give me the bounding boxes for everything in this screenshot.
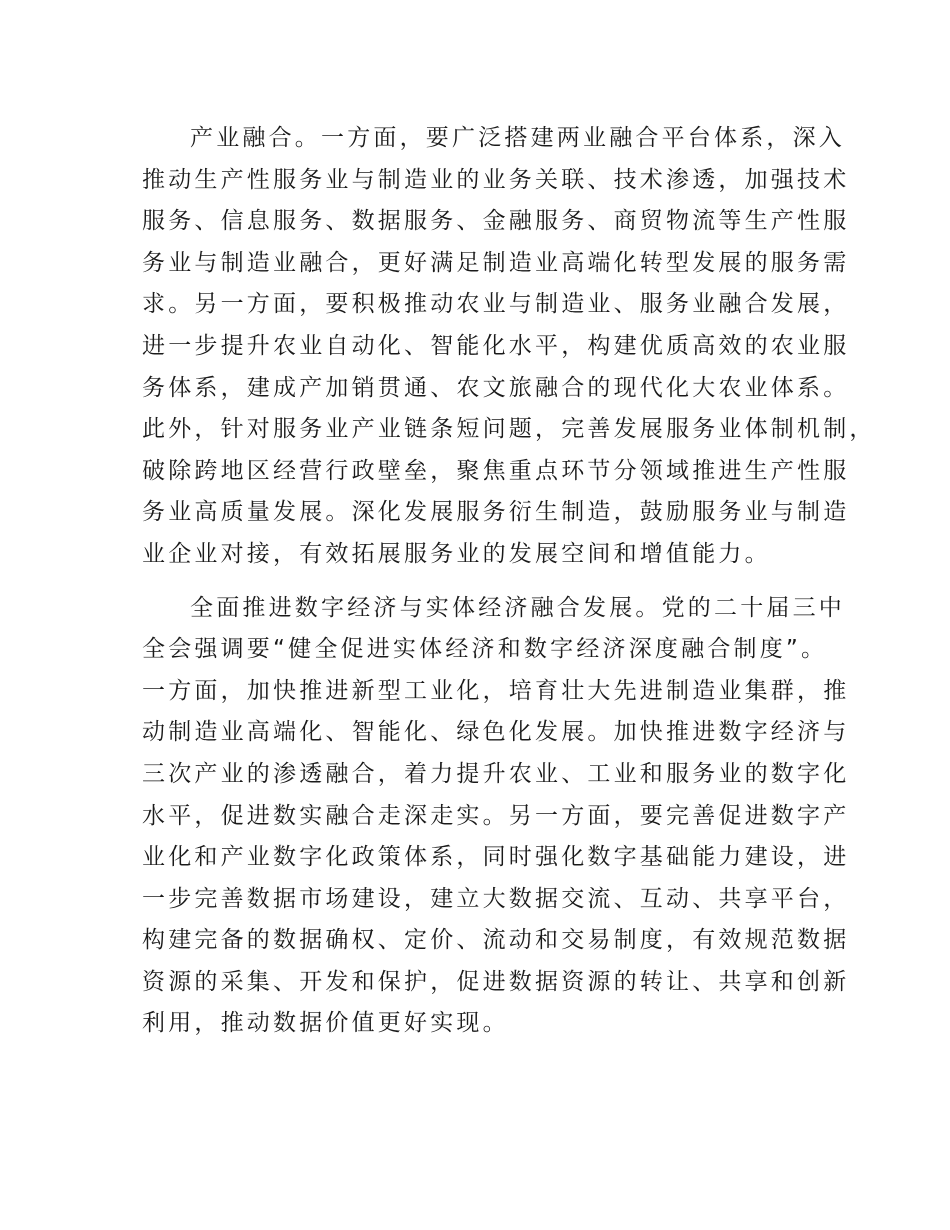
document-page xyxy=(142,118,876,1045)
text-line: 利用，推动数据价值更好实现。 xyxy=(142,1010,509,1037)
text-line: 动制造业高端化、智能化、绿色化发展。加快推进数字经济与 xyxy=(142,719,850,746)
text-line: 务体系，建成产加销贯通、农文旅融合的现代化大农业体系。 xyxy=(142,374,850,401)
text-line: 水平，促进数实融合走深走实。另一方面，要完善促进数字产 xyxy=(142,802,850,829)
text-line: 破除跨地区经营行政壁垒，聚焦重点环节分领域推进生产性服 xyxy=(142,457,850,484)
text-line: 全面推进数字经济与实体经济融合发展。党的二十届三中 xyxy=(190,594,845,621)
text-line: 三次产业的渗透融合，着力提升农业、工业和服务业的数字化 xyxy=(142,760,850,787)
text-line: 推动生产性服务业与制造业的业务关联、技术渗透，加强技术 xyxy=(142,166,850,193)
text-line: 务业高质量发展。深化发展服务衍生制造，鼓励服务业与制造 xyxy=(142,499,850,526)
text-line: 全会强调要“健全促进实体经济和数字经济深度融合制度”。 xyxy=(142,636,828,663)
text-line: 一方面，加快推进新型工业化，培育壮大先进制造业集群，推 xyxy=(142,677,850,704)
text-line: 产业融合。一方面，要广泛搭建两业融合平台体系，深入 xyxy=(190,125,845,151)
text-line: 资源的采集、开发和保护，促进数据资源的转让、共享和创新 xyxy=(142,968,850,995)
text-line: 一步完善数据市场建设，建立大数据交流、互动、共享平台， xyxy=(142,885,850,912)
text-line: 求。另一方面，要积极推动农业与制造业、服务业融合发展， xyxy=(142,291,850,318)
text-line: 进一步提升农业自动化、智能化水平，构建优质高效的农业服 xyxy=(142,332,850,359)
text-line: 此外，针对服务业产业链条短问题，完善发展服务业体制机制， xyxy=(142,416,876,443)
text-line: 业企业对接，有效拓展服务业的发展空间和增值能力。 xyxy=(142,540,771,567)
text-line: 业化和产业数字化政策体系，同时强化数字基础能力建设，进 xyxy=(142,844,850,871)
paragraph-digital-real-economy xyxy=(142,588,850,1046)
text-line: 服务、信息服务、数据服务、金融服务、商贸物流等生产性服 xyxy=(142,208,850,235)
paragraph-industry-integration xyxy=(142,118,876,576)
text-line: 构建完备的数据确权、定价、流动和交易制度，有效规范数据 xyxy=(142,927,850,954)
text-line: 务业与制造业融合，更好满足制造业高端化转型发展的服务需 xyxy=(142,249,850,276)
